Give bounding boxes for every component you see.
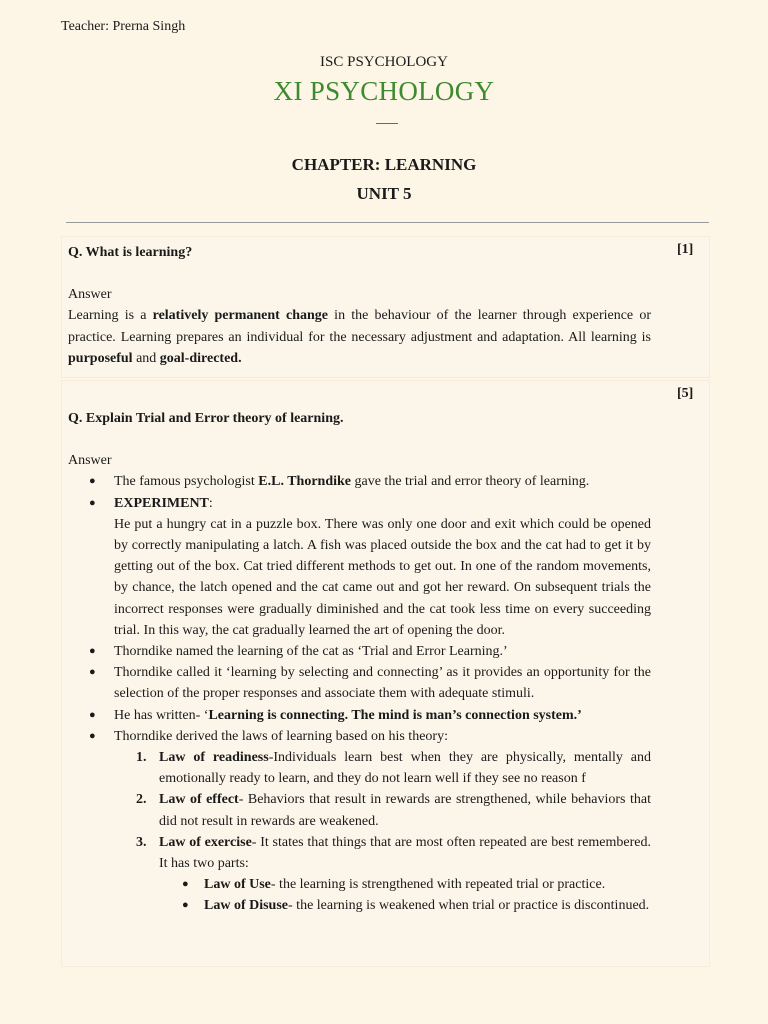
law-item: 2. Law of effect- Behaviors that result in rewards are strengthened, while behaviors that did not result in rewards are weakened.: [136, 792, 651, 829]
experiment-description: He put a hungry cat in a puzzle box. There was only one door and exit which could be opened by correctly manipulating a latch. A fish was placed outside the box and the cat had to get it by getting out of the box. Cat tried different methods to get out. In one of the random movements, by chance, the latch opened and the cat came out and got her reward. On subsequent trials the incorrect responses were gradually diminished and the cat took less time on every succeeding trial. In this way, the cat gradually learned the art of opening the door.: [114, 516, 651, 638]
question-1-content: [68, 242, 651, 369]
chapter-heading: CHAPTER: LEARNING: [291, 155, 477, 174]
answer-label: Answer: [68, 287, 112, 303]
header-divider: [66, 222, 709, 223]
list-item: ● He has written- ‘Learning is connecting. The mind is man’s connection system.’: [68, 705, 651, 726]
list-item: ● Thorndike called it ‘learning by selecting and connecting’ as it provides an opportunity for the selection of the proper responses and associate them with adequate stimuli.: [68, 662, 651, 704]
answer-label: Answer: [68, 453, 112, 469]
list-item: ● The famous psychologist E.L. Thorndike gave the trial and error theory of learning.: [68, 471, 651, 492]
title-accent-divider: [376, 123, 398, 124]
list-item: ● EXPERIMENT: He put a hungry cat in a puzzle box. There was only one door and exit which could be opened by correctly manipulating a latch. A fish was placed outside the box and the cat had to get it by getting out of the box. Cat tried different methods to get out. In one of the random movements, by chance, the latch opened and the cat came out and got her reward. On subsequent trials the incorrect responses were gradually diminished and the cat took less time on every succeeding trial. In this way, the cat gradually learned the art of opening the door.: [68, 493, 651, 641]
question-2-text: Q. Explain Trial and Error theory of learning.: [68, 411, 344, 426]
law-item: 3. Law of exercise- It states that things that are most often repeated are best remembered. It has two parts: ● Law of Use- the learning is strengthened with repeated trial or practice. ● Law of Disuse- the learning is weakened when trial or practice is discontinued.: [114, 832, 651, 917]
unit-heading: UNIT 5: [356, 184, 412, 203]
law-item: 1. Law of readiness-Individuals learn best when they are physically, mentally and emotionally ready to learn, and they do not learn well if they see no reason f: [136, 750, 652, 787]
question-row-2: [61, 380, 710, 967]
question-table: [61, 236, 710, 967]
exercise-parts-list: [159, 874, 651, 916]
course-subtitle: ISC PSYCHOLOGY: [320, 54, 448, 70]
marks-badge: [1]: [677, 242, 694, 257]
list-item: ● Law of Use- the learning is strengthened with repeated trial or practice.: [159, 874, 651, 895]
question-row-1: [61, 236, 710, 378]
teacher-name: Teacher: Prerna Singh: [61, 19, 186, 34]
laws-list: [114, 747, 651, 917]
list-item: ● Thorndike derived the laws of learning based on his theory: 1. Law of readiness-Individuals learn best when they are physically, mentally and emotionally ready to learn, and they do not learn well if they see no reason f 2. Law of effect- Behaviors that result in rewards are strengthened, while behaviors that did not result in rewards are weakened. 3. Law of exercise- It states that things that are most often repeated are best remembered. It has two parts: ● Law of Use- the learning is strengthened with repeated trial or practice. ● Law of Disuse- the learning is weakened when trial or practice is discontinued.: [68, 726, 651, 917]
answer-1-text: Learning is a relatively permanent change in the behaviour of the learner through experience or practice. Learning prepares an individual for the necessary adjustment and adaptation. All learning is purposeful and goal-directed.: [68, 308, 651, 366]
page-title: XI PSYCHOLOGY: [273, 76, 495, 106]
question-2-content: [68, 408, 651, 917]
list-item: ● Law of Disuse- the learning is weakened when trial or practice is discontinued.: [159, 895, 651, 916]
answer-bullet-list: [68, 471, 651, 916]
list-item: ● Thorndike named the learning of the cat as ‘Trial and Error Learning.’: [68, 641, 651, 662]
marks-badge: [5]: [677, 386, 694, 401]
question-1-text: Q. What is learning?: [68, 245, 193, 260]
